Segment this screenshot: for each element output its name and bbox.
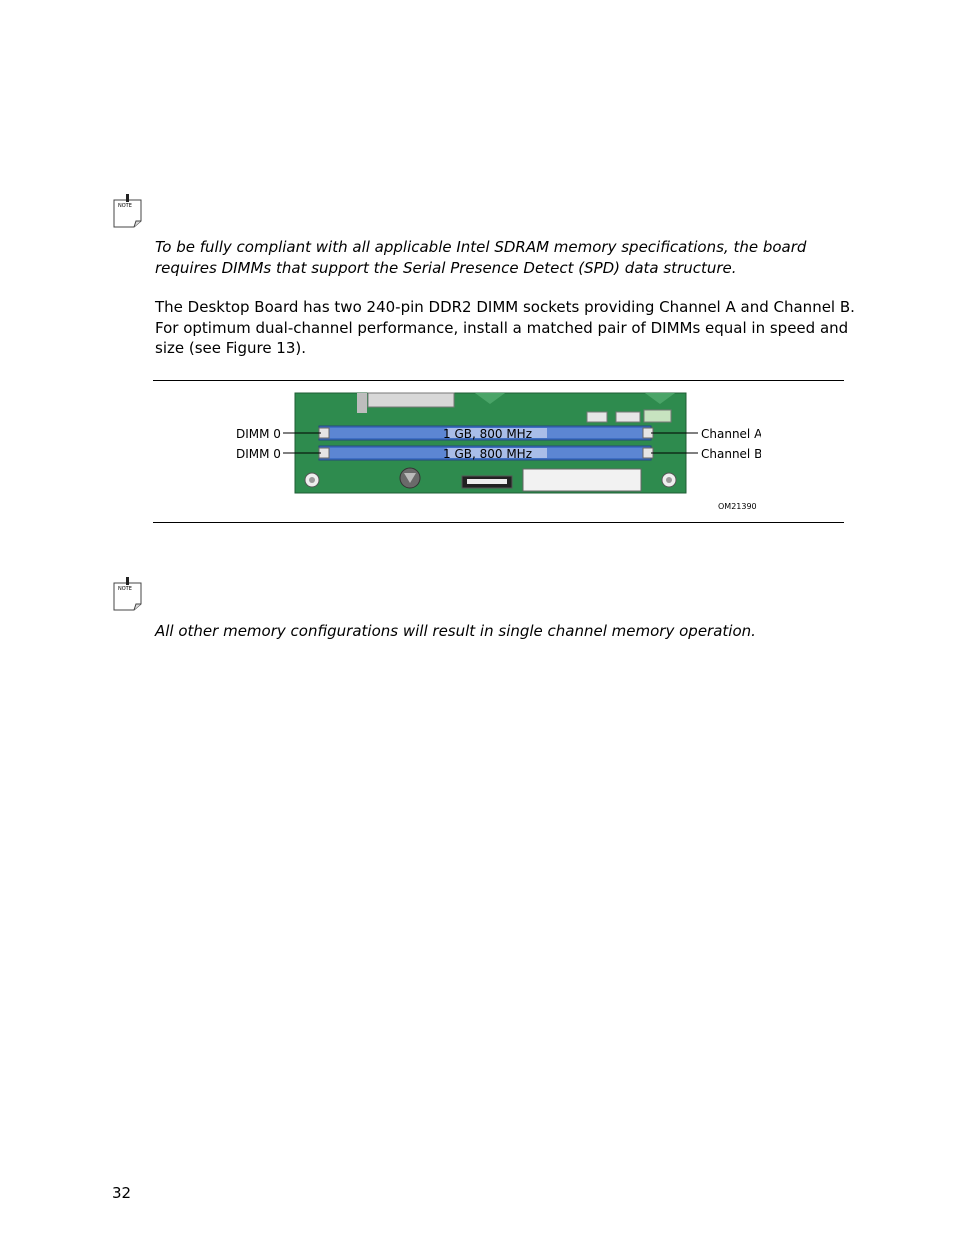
- note-text-spd: To be fully compliant with all applicable Intel SDRAM memory specifications, the board requires DIMMs that support the Serial Presence Detect (SPD) data structure.: [155, 238, 807, 277]
- figure-top-rule: [153, 380, 844, 381]
- note-text-single-channel: All other memory configurations will result in single channel memory operation.: [155, 622, 756, 640]
- dimm-sockets-paragraph: The Desktop Board has two 240-pin DDR2 DIMM sockets providing Channel A and Channel B. For optimum dual-channel performance, install a matched pair of DIMMs equal in speed and size (see Figure 13).: [155, 298, 855, 357]
- note-icon: [112, 193, 146, 229]
- note-icon-label: NOTE: [118, 203, 132, 209]
- page-number: 32: [112, 1184, 132, 1202]
- left-label-dimm0-a: DIMM 0: [236, 427, 281, 441]
- right-label-channel-a: Channel A: [701, 427, 761, 441]
- right-label-channel-b: Channel B: [701, 447, 761, 461]
- note-icon: [112, 576, 146, 612]
- figure-bottom-rule: [153, 522, 844, 523]
- note-icon-label: NOTE: [118, 586, 132, 592]
- figure-id-label: OM21390: [718, 502, 757, 511]
- module-label-b: 1 GB, 800 MHz: [443, 447, 533, 461]
- power-connector: [523, 469, 641, 491]
- dimm-figure: [235, 392, 761, 514]
- pci-connector: [368, 393, 454, 407]
- module-label-a: 1 GB, 800 MHz: [443, 427, 533, 441]
- left-label-dimm0-b: DIMM 0: [236, 447, 281, 461]
